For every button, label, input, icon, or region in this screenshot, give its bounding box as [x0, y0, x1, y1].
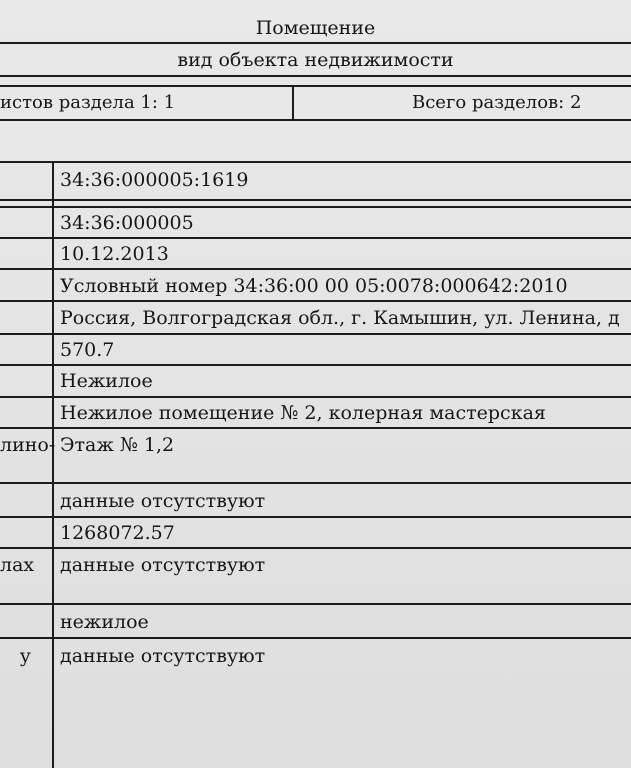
address: Россия, Волгоградская обл., г. Камышин, ул. Ленина, д [60, 307, 620, 329]
rule-line [0, 42, 631, 44]
cadastral-block: 34:36:000005 [60, 212, 194, 234]
section-sheets-count: истов раздела 1: 1 [0, 92, 176, 113]
floor-number: Этаж № 1,2 [60, 434, 175, 456]
rule-line [0, 75, 631, 77]
row-label-fragment: y [20, 645, 31, 667]
conditional-number: Условный номер 34:36:00 00 05:0078:000642:2010 [60, 275, 568, 297]
floor-label-fragment: лино- [0, 434, 56, 456]
purpose: Нежилое [60, 370, 153, 392]
rule-line [0, 396, 631, 398]
rule-line [0, 427, 631, 429]
column-divider [52, 161, 54, 768]
rule-line [0, 237, 631, 239]
premises-type: нежилое [60, 611, 149, 633]
registration-date: 10.12.2013 [60, 243, 169, 265]
rule-line [0, 119, 631, 121]
object-type-caption: вид объекта недвижимости [177, 49, 454, 71]
page-title: Помещение [255, 17, 376, 39]
rule-line [0, 333, 631, 335]
rule-line [0, 603, 631, 605]
rule-line [0, 364, 631, 366]
rule-line [0, 300, 631, 302]
data-missing-text: данные отсутствуют [60, 554, 266, 576]
premises-name: Нежилое помещение № 2, колерная мастерская [60, 402, 546, 424]
rule-line [0, 547, 631, 549]
rule-line [0, 516, 631, 518]
rule-line [0, 637, 631, 639]
rule-line [0, 199, 631, 201]
rule-line [0, 161, 631, 163]
section-divider [292, 85, 294, 120]
row-label-fragment: лах [0, 554, 35, 576]
area: 570.7 [60, 339, 115, 361]
cadastral-value: 1268072.57 [60, 522, 175, 544]
rule-line [0, 482, 631, 484]
data-missing-text: данные отсутствуют [60, 490, 266, 512]
data-missing-text: данные отсутствуют [60, 645, 266, 667]
rule-line [0, 206, 631, 208]
rule-line [0, 85, 631, 87]
total-sections: Всего разделов: 2 [412, 92, 582, 113]
cadastral-number: 34:36:000005:1619 [60, 169, 249, 191]
rule-line [0, 268, 631, 270]
